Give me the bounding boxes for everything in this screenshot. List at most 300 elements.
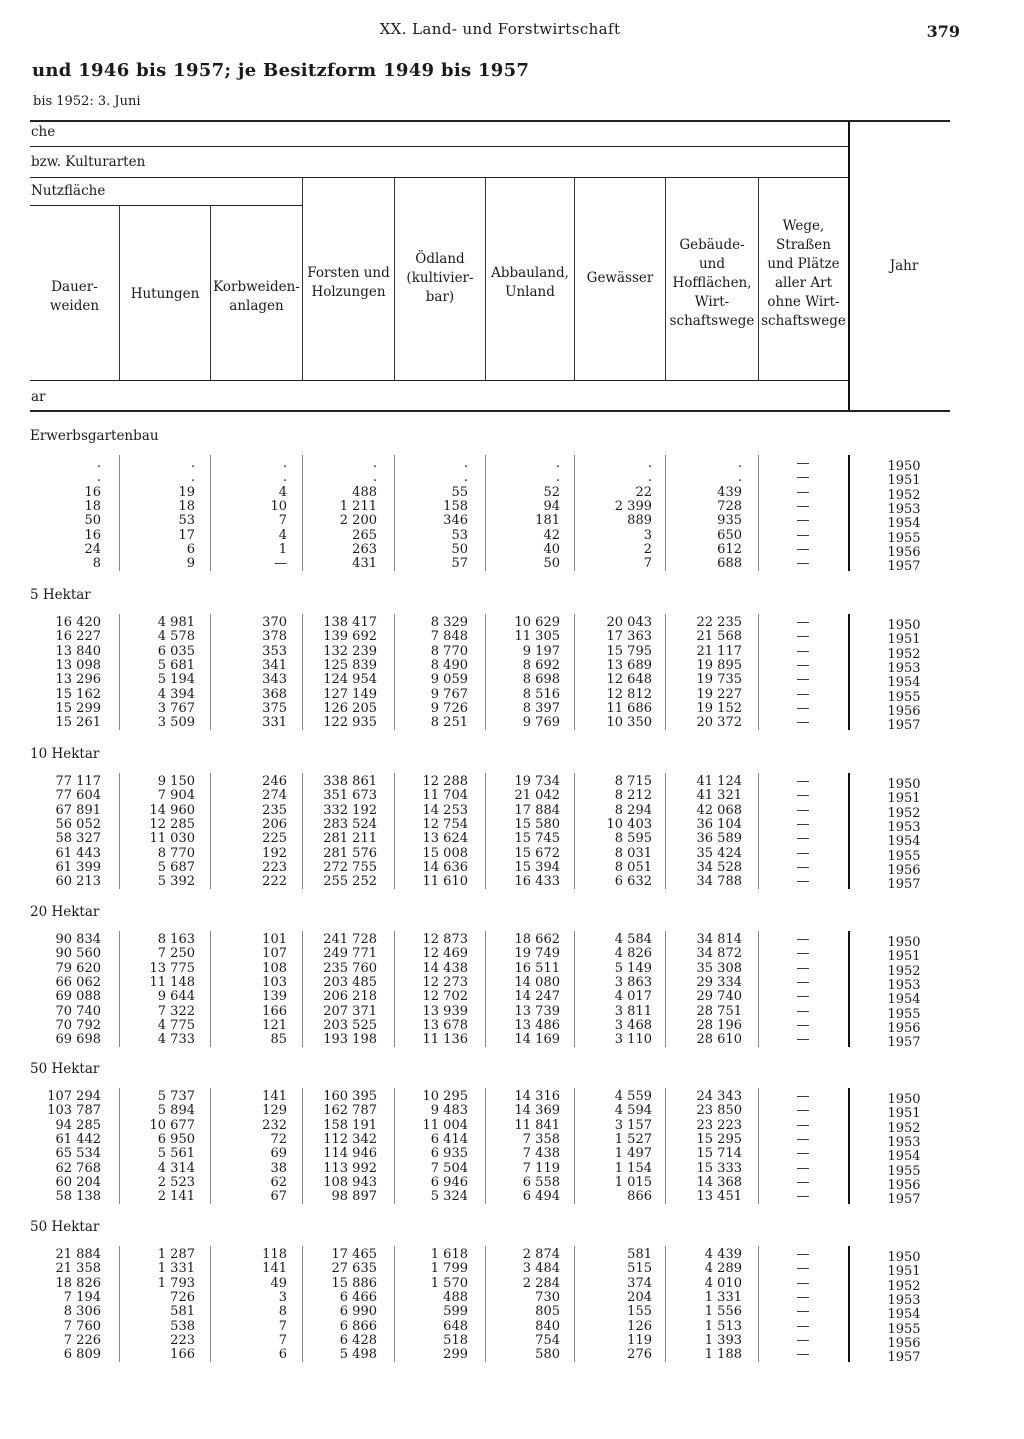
table-cell: . <box>282 470 287 486</box>
table-cell: 14 960 <box>149 802 195 818</box>
table-cell: 9 767 <box>430 686 468 702</box>
year-cell: 1954 <box>887 992 921 1008</box>
table-cell: 12 812 <box>606 686 652 702</box>
table-cell: 6 990 <box>339 1304 377 1320</box>
table-cell: 11 004 <box>422 1117 468 1133</box>
table-cell: 6 632 <box>614 874 652 890</box>
table-cell: 15 394 <box>514 859 560 875</box>
table-cell: 4 439 <box>704 1247 742 1262</box>
table-cell: 299 <box>443 1347 468 1363</box>
table-cell: 7 848 <box>430 629 468 645</box>
roads-cell: — <box>796 1318 810 1334</box>
table-cell: 129 <box>262 1103 287 1119</box>
table-cell: 60 204 <box>55 1174 101 1190</box>
table-cell: 85 <box>270 1032 287 1048</box>
table-cell: 2 284 <box>522 1275 560 1291</box>
year-cell: 1953 <box>887 1134 921 1150</box>
table-cell: 8 031 <box>614 845 652 861</box>
table-cell: . <box>372 470 377 486</box>
table-cell: 18 662 <box>514 932 560 947</box>
year-cell: 1951 <box>887 1106 921 1122</box>
year-cell: 1955 <box>887 530 921 546</box>
table-cell: . <box>647 456 652 471</box>
table-cell: 246 <box>262 774 287 789</box>
table-cell: 19 734 <box>514 774 560 789</box>
table-cell: 2 200 <box>339 513 377 529</box>
year-divider <box>848 614 850 730</box>
table-cell: 22 235 <box>696 615 742 630</box>
table-cell: 66 062 <box>55 974 101 990</box>
table-cell: 3 811 <box>614 1003 652 1019</box>
roads-cell: — <box>796 484 810 500</box>
year-cell: 1953 <box>887 977 921 993</box>
year-cell: 1954 <box>887 834 921 850</box>
table-cell: 34 814 <box>696 932 742 947</box>
table-cell: 7 119 <box>522 1160 560 1176</box>
table-cell: 50 <box>451 541 468 557</box>
table-cell: 276 <box>627 1347 652 1363</box>
table-cell: 6 946 <box>430 1174 468 1190</box>
table-cell: 232 <box>262 1117 287 1133</box>
table-cell: 13 739 <box>514 1003 560 1019</box>
table-cell: 7 250 <box>157 946 195 962</box>
table-cell: 8 770 <box>430 643 468 659</box>
table-title: und 1946 bis 1957; je Besitzform 1949 bis 1957 <box>32 60 530 81</box>
header-row1-label: che <box>31 124 56 140</box>
col-header-wege: Wege, Straßen und Plätze aller Art ohne Wirt- schaftswege <box>761 218 846 329</box>
table-cell: 9 769 <box>522 715 560 731</box>
year-cell: 1957 <box>887 1192 921 1208</box>
table-cell: 8 163 <box>157 932 195 947</box>
table-cell: 346 <box>443 513 468 529</box>
table-cell: 113 992 <box>323 1160 377 1176</box>
table-cell: . <box>96 470 101 486</box>
page-number: 379 <box>926 22 960 41</box>
year-cell: 1952 <box>887 963 921 979</box>
year-cell: 1956 <box>887 1020 921 1036</box>
table-cell: 8 251 <box>430 715 468 731</box>
table-cell: 8 <box>278 1304 287 1320</box>
table-cell: 34 528 <box>696 859 742 875</box>
table-cell: 12 873 <box>422 932 468 947</box>
roads-cell: — <box>796 1304 810 1320</box>
table-cell: 67 <box>270 1189 287 1205</box>
year-cell: 1953 <box>887 660 921 676</box>
table-cell: . <box>463 456 468 471</box>
table-cell: 9 197 <box>522 643 560 659</box>
table-subtitle: bis 1952: 3. Juni <box>33 94 141 109</box>
table-cell: 98 897 <box>331 1189 377 1205</box>
table-cell: 41 321 <box>696 788 742 804</box>
column-separator <box>758 455 759 571</box>
table-cell: 19 152 <box>696 700 742 716</box>
table-cell: 6 428 <box>339 1332 377 1348</box>
year-cell: 1955 <box>887 1163 921 1179</box>
table-cell: 6 866 <box>339 1318 377 1334</box>
table-cell: 4 559 <box>614 1089 652 1104</box>
table-cell: 15 745 <box>514 831 560 847</box>
table-cell: 11 136 <box>422 1032 468 1048</box>
table-cell: 7 <box>643 556 652 572</box>
table-cell: 126 <box>627 1318 652 1334</box>
table-cell: 4 594 <box>614 1103 652 1119</box>
table-cell: 4 010 <box>704 1275 742 1291</box>
table-cell: 1 287 <box>157 1247 195 1262</box>
table-cell: . <box>96 456 101 471</box>
table-cell: 4 017 <box>614 989 652 1005</box>
year-cell: 1951 <box>887 473 921 489</box>
table-cell: 5 149 <box>614 960 652 976</box>
table-cell: 9 483 <box>430 1103 468 1119</box>
table-cell: 14 247 <box>514 989 560 1005</box>
table-cell: 3 <box>643 527 652 543</box>
table-cell: 65 534 <box>55 1146 101 1162</box>
table-cell: . <box>737 470 742 486</box>
table-cell: 206 <box>262 816 287 832</box>
table-cell: 730 <box>535 1289 560 1305</box>
table-cell: 650 <box>717 527 742 543</box>
table-cell: 378 <box>262 629 287 645</box>
table-cell: 14 368 <box>696 1174 742 1190</box>
table-cell: 1 799 <box>430 1261 468 1277</box>
table-cell: 8 051 <box>614 859 652 875</box>
table-cell: 127 149 <box>323 686 377 702</box>
table-cell: 1 015 <box>614 1174 652 1190</box>
table-cell: 90 560 <box>55 946 101 962</box>
year-cell: 1951 <box>887 949 921 965</box>
table-cell: 9 726 <box>430 700 468 716</box>
table-cell: 4 289 <box>704 1261 742 1277</box>
table-cell: — <box>274 556 287 572</box>
year-divider <box>848 931 850 1047</box>
header-rule-1 <box>30 146 848 147</box>
table-cell: 21 358 <box>55 1261 101 1277</box>
table-cell: 90 834 <box>55 932 101 947</box>
table-cell: 20 372 <box>696 715 742 731</box>
table-cell: 8 692 <box>522 657 560 673</box>
table-cell: 6 <box>278 1347 287 1363</box>
table-cell: 7 226 <box>63 1332 101 1348</box>
header-row3-label: Nutzfläche <box>31 183 106 199</box>
table-cell: 8 306 <box>63 1304 101 1320</box>
col-header-gebaeude: Gebäude- und Hofflächen, Wirt- schaftswege <box>669 237 755 329</box>
table-cell: . <box>190 470 195 486</box>
table-cell: 139 692 <box>323 629 377 645</box>
table-cell: 249 771 <box>323 946 377 962</box>
table-cell: 1 618 <box>430 1247 468 1262</box>
table-cell: 866 <box>627 1189 652 1205</box>
table-cell: 599 <box>443 1304 468 1320</box>
table-cell: 1 513 <box>704 1318 742 1334</box>
year-cell: 1950 <box>887 935 921 950</box>
table-cell: 14 438 <box>422 960 468 976</box>
table-cell: 12 702 <box>422 989 468 1005</box>
table-cell: . <box>555 456 560 471</box>
table-cell: . <box>463 470 468 486</box>
table-cell: 15 333 <box>696 1160 742 1176</box>
table-cell: 10 295 <box>422 1089 468 1104</box>
table-cell: 21 117 <box>696 643 742 659</box>
year-cell: 1952 <box>887 1278 921 1294</box>
table-cell: 181 <box>535 513 560 529</box>
table-cell: 3 110 <box>614 1032 652 1048</box>
table-cell: 19 749 <box>514 946 560 962</box>
year-cell: 1950 <box>887 459 921 474</box>
roads-cell: — <box>796 1347 810 1363</box>
table-cell: 2 874 <box>522 1247 560 1262</box>
roads-cell: — <box>796 700 810 716</box>
year-divider <box>848 1246 850 1362</box>
section-label: 50 Hektar <box>30 1061 100 1077</box>
table-cell: 52 <box>543 484 560 500</box>
header-rule-3 <box>30 205 302 206</box>
year-cell: 1953 <box>887 819 921 835</box>
table-cell: 4 826 <box>614 946 652 962</box>
table-cell: 4 733 <box>157 1032 195 1048</box>
table-cell: 16 433 <box>514 874 560 890</box>
table-cell: 28 610 <box>696 1032 742 1048</box>
table-cell: 125 839 <box>323 657 377 673</box>
table-cell: 10 403 <box>606 816 652 832</box>
table-cell: 581 <box>627 1247 652 1262</box>
roads-cell: — <box>796 845 810 861</box>
table-cell: 14 253 <box>422 802 468 818</box>
year-cell: 1957 <box>887 877 921 893</box>
table-cell: 34 872 <box>696 946 742 962</box>
year-cell: 1951 <box>887 632 921 648</box>
roads-cell: — <box>796 1103 810 1119</box>
table-cell: 3 767 <box>157 700 195 716</box>
table-cell: 60 213 <box>55 874 101 890</box>
table-cell: 15 795 <box>606 643 652 659</box>
table-cell: 53 <box>178 513 195 529</box>
table-cell: 18 <box>84 498 101 514</box>
table-cell: 141 <box>262 1089 287 1104</box>
table-cell: 94 285 <box>55 1117 101 1133</box>
table-cell: 8 294 <box>614 802 652 818</box>
table-cell: 158 191 <box>323 1117 377 1133</box>
year-cell: 1950 <box>887 777 921 792</box>
table-cell: 13 939 <box>422 1003 468 1019</box>
table-cell: 5 561 <box>157 1146 195 1162</box>
table-cell: 69 <box>270 1146 287 1162</box>
roads-cell: — <box>796 672 810 688</box>
table-cell: 16 <box>84 527 101 543</box>
table-cell: 107 <box>262 946 287 962</box>
table-cell: 15 299 <box>55 700 101 716</box>
table-cell: 375 <box>262 700 287 716</box>
table-cell: 3 468 <box>614 1017 652 1033</box>
table-cell: 18 <box>178 498 195 514</box>
table-cell: 8 212 <box>614 788 652 804</box>
year-divider <box>848 773 850 889</box>
table-cell: 439 <box>717 484 742 500</box>
table-cell: 162 787 <box>323 1103 377 1119</box>
table-cell: 12 285 <box>149 816 195 832</box>
roads-cell: — <box>796 1189 810 1205</box>
table-cell: 688 <box>717 556 742 572</box>
header-rule-2 <box>30 177 848 178</box>
year-cell: 1953 <box>887 501 921 517</box>
table-cell: 6 494 <box>522 1189 560 1205</box>
table-cell: 203 485 <box>323 974 377 990</box>
table-cell: 107 294 <box>47 1089 101 1104</box>
table-cell: 49 <box>270 1275 287 1291</box>
roads-cell: — <box>796 802 810 818</box>
section-label: 50 Hektar <box>30 1219 100 1235</box>
table-cell: 11 704 <box>422 788 468 804</box>
table-cell: . <box>372 456 377 471</box>
table-cell: 17 884 <box>514 802 560 818</box>
year-cell: 1951 <box>887 1264 921 1280</box>
table-cell: 1 556 <box>704 1304 742 1320</box>
table-cell: 58 138 <box>55 1189 101 1205</box>
table-cell: 192 <box>262 845 287 861</box>
table-cell: 515 <box>627 1261 652 1277</box>
table-cell: 124 954 <box>323 672 377 688</box>
year-cell: 1953 <box>887 1292 921 1308</box>
table-cell: 57 <box>451 556 468 572</box>
table-cell: 15 886 <box>331 1275 377 1291</box>
roads-cell: — <box>796 715 810 731</box>
year-cell: 1950 <box>887 1250 921 1265</box>
table-cell: 8 595 <box>614 831 652 847</box>
table-cell: 1 331 <box>704 1289 742 1305</box>
table-cell: 3 863 <box>614 974 652 990</box>
year-cell: 1952 <box>887 805 921 821</box>
roads-cell: — <box>796 657 810 673</box>
table-cell: 206 218 <box>323 989 377 1005</box>
table-cell: 241 728 <box>323 932 377 947</box>
table-cell: 1 393 <box>704 1332 742 1348</box>
table-cell: 1 154 <box>614 1160 652 1176</box>
table-cell: 281 576 <box>323 845 377 861</box>
table-cell: 2 <box>643 541 652 557</box>
roads-cell: — <box>796 1332 810 1348</box>
roads-cell: — <box>796 1247 810 1262</box>
table-cell: 40 <box>543 541 560 557</box>
header-top-rule <box>30 120 950 122</box>
table-cell: 343 <box>262 672 287 688</box>
table-cell: 13 678 <box>422 1017 468 1033</box>
col-header-forsten: Forsten und Holzungen <box>307 265 390 300</box>
table-cell: . <box>647 470 652 486</box>
table-cell: 15 714 <box>696 1146 742 1162</box>
roads-cell: — <box>796 629 810 645</box>
table-cell: 112 342 <box>323 1131 377 1147</box>
table-cell: 9 <box>186 556 195 572</box>
table-cell: 16 511 <box>514 960 560 976</box>
table-cell: 24 343 <box>696 1089 742 1104</box>
col-header-gewaesser: Gewässer <box>586 270 654 286</box>
section-label: 20 Hektar <box>30 904 100 920</box>
year-cell: 1952 <box>887 1120 921 1136</box>
table-cell: 23 850 <box>696 1103 742 1119</box>
table-cell: 108 <box>262 960 287 976</box>
table-cell: 13 689 <box>606 657 652 673</box>
table-cell: 141 <box>262 1261 287 1277</box>
table-cell: 22 <box>635 484 652 500</box>
table-cell: 9 059 <box>430 672 468 688</box>
table-cell: 8 770 <box>157 845 195 861</box>
table-cell: 4 <box>278 527 287 543</box>
table-cell: 62 <box>270 1174 287 1190</box>
col-header-jahr: Jahr <box>889 258 919 274</box>
year-cell: 1956 <box>887 703 921 719</box>
roads-cell: — <box>796 974 810 990</box>
year-cell: 1957 <box>887 1350 921 1366</box>
table-cell: 1 <box>278 541 287 557</box>
table-cell: 6 558 <box>522 1174 560 1190</box>
table-cell: 19 735 <box>696 672 742 688</box>
table-cell: 21 042 <box>514 788 560 804</box>
table-cell: 69 088 <box>55 989 101 1005</box>
table-cell: 3 509 <box>157 715 195 731</box>
roads-cell: — <box>796 456 810 471</box>
roads-cell: — <box>796 1089 810 1104</box>
header-row2-label: bzw. Kulturarten <box>31 154 146 170</box>
roads-cell: — <box>796 1032 810 1048</box>
table-cell: 70 740 <box>55 1003 101 1019</box>
table-cell: 353 <box>262 643 287 659</box>
table-cell: 166 <box>262 1003 287 1019</box>
roads-cell: — <box>796 816 810 832</box>
table-cell: 122 935 <box>323 715 377 731</box>
table-cell: 5 498 <box>339 1347 377 1363</box>
table-cell: 6 414 <box>430 1131 468 1147</box>
table-cell: 13 098 <box>55 657 101 673</box>
table-cell: 18 826 <box>55 1275 101 1291</box>
unit-label: ar <box>31 389 46 405</box>
table-cell: 21 568 <box>696 629 742 645</box>
year-cell: 1954 <box>887 675 921 691</box>
table-cell: 612 <box>717 541 742 557</box>
col-header-abbauland: Abbauland, Unland <box>491 265 569 300</box>
table-cell: 70 792 <box>55 1017 101 1033</box>
table-cell: 28 196 <box>696 1017 742 1033</box>
roads-cell: — <box>796 686 810 702</box>
table-cell: 101 <box>262 932 287 947</box>
table-cell: 38 <box>270 1160 287 1176</box>
table-cell: 103 787 <box>47 1103 101 1119</box>
table-cell: 56 052 <box>55 816 101 832</box>
table-cell: . <box>737 456 742 471</box>
col-header-oedland: Ödland (kultivier- bar) <box>406 251 474 305</box>
year-cell: 1956 <box>887 544 921 560</box>
table-cell: 35 424 <box>696 845 742 861</box>
table-cell: 272 755 <box>323 859 377 875</box>
header-rule-4 <box>30 380 848 381</box>
table-cell: 15 580 <box>514 816 560 832</box>
table-cell: 13 624 <box>422 831 468 847</box>
table-cell: 13 451 <box>696 1189 742 1205</box>
header-bottom-rule <box>30 410 950 412</box>
year-cell: 1956 <box>887 1177 921 1193</box>
col-header-korbweiden: Korbweiden- anlagen <box>213 279 300 314</box>
section-label: Erwerbsgartenbau <box>30 428 159 444</box>
table-cell: 77 604 <box>55 788 101 804</box>
year-cell: 1951 <box>887 791 921 807</box>
table-cell: 103 <box>262 974 287 990</box>
table-cell: 12 288 <box>422 774 468 789</box>
year-cell: 1954 <box>887 1149 921 1165</box>
table-cell: 255 252 <box>323 874 377 890</box>
table-cell: 23 223 <box>696 1117 742 1133</box>
roads-cell: — <box>796 643 810 659</box>
roads-cell: — <box>796 1017 810 1033</box>
year-cell: 1957 <box>887 559 921 575</box>
table-cell: 15 261 <box>55 715 101 731</box>
